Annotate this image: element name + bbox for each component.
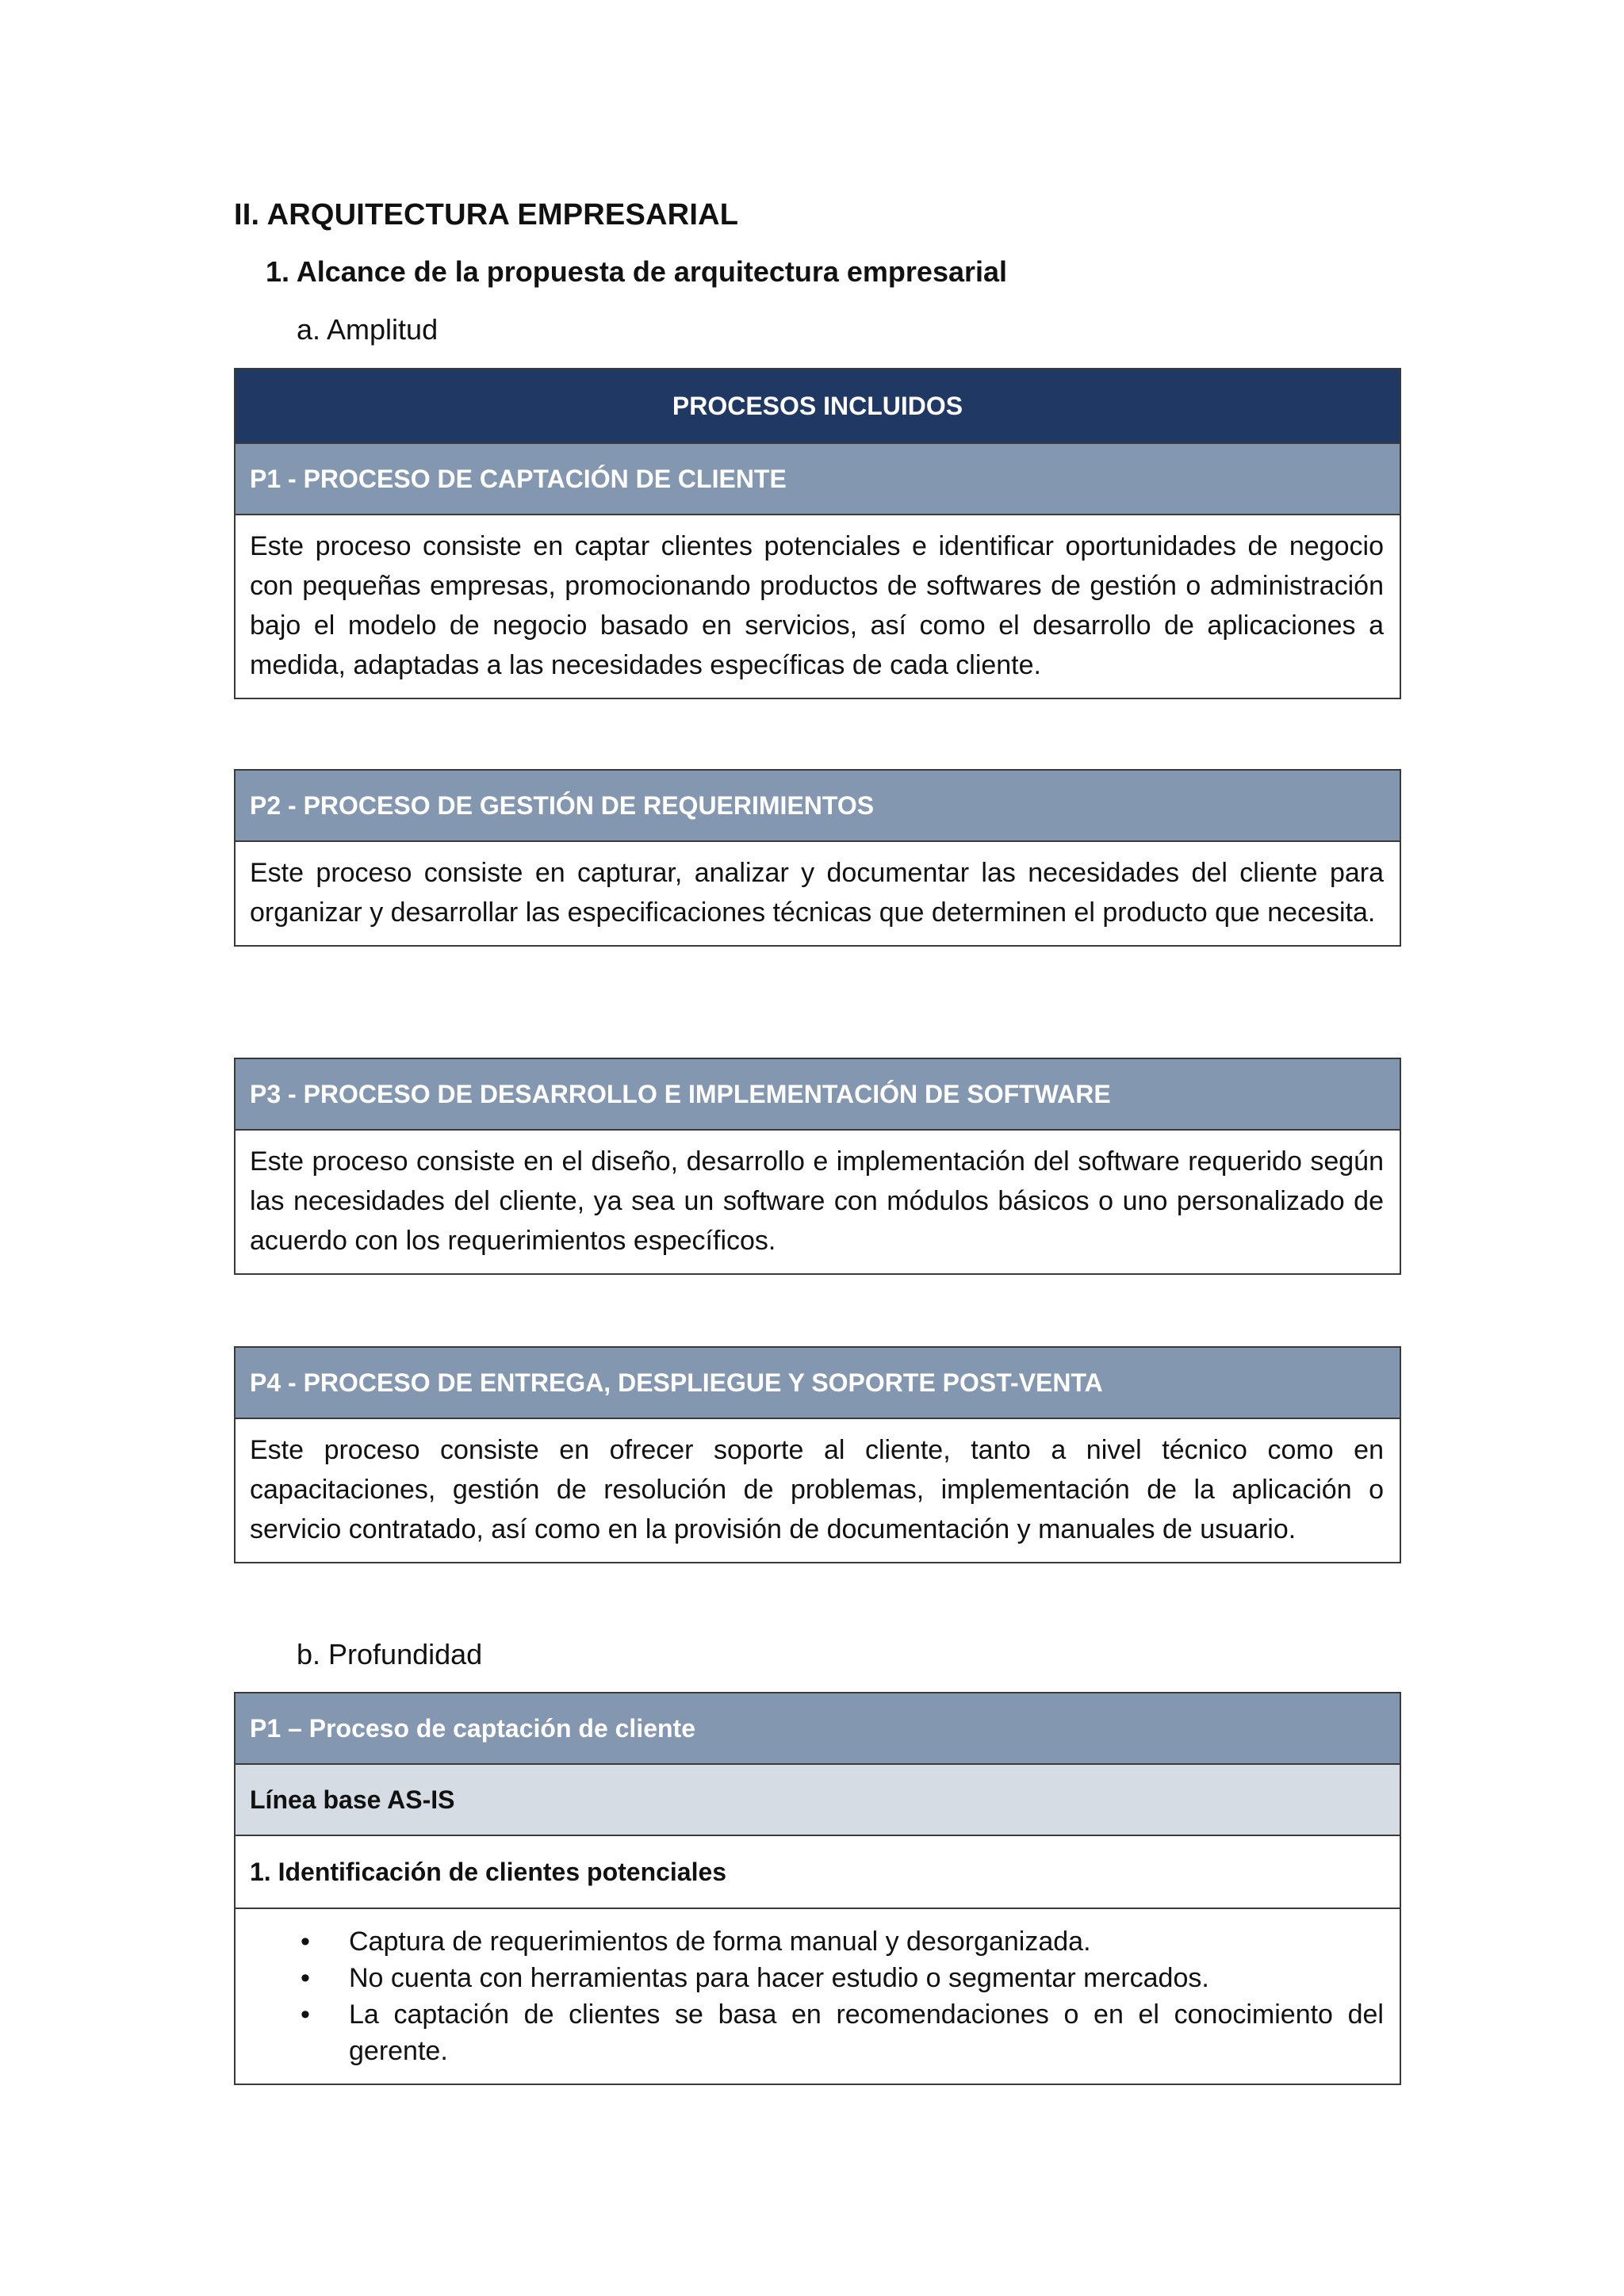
bullet-icon: • [301,1999,310,2030]
baseline-label: Línea base AS-IS [236,1765,1400,1836]
amplitud-title: a. Amplitud [297,313,439,346]
list-item [236,1996,1384,2069]
list-item-text: La captación de clientes se basa en recomendaciones o en el conocimiento del gerente. [349,1999,1384,2066]
process-description: Este proceso consiste en captar clientes potenciales e identificar oportunidades de negocio con pequeñas empresas, promocionando productos de softwares de gestión o administración bajo el modelo de negocio basado en servicios, así como el desarrollo de aplicaciones a medida, adaptadas a las necesidades específicas de cada cliente. [250,531,1384,680]
process-description: Este proceso consiste en capturar, analizar y documentar las necesidades del cliente para organizar y desarrollar las especificaciones técnicas que determinen el producto que necesita. [250,858,1384,928]
process-header: P3 - PROCESO DE DESARROLLO E IMPLEMENTACIÓN DE SOFTWARE [236,1059,1400,1131]
bullet-list [236,1909,1400,2084]
list-item-text: No cuenta con herramientas para hacer estudio o segmentar mercados. [349,1963,1209,1993]
depth-process-header: P1 – Proceso de captación de cliente [236,1693,1400,1765]
process-table-p1 [234,368,1401,699]
process-description: Este proceso consiste en ofrecer soporte al cliente, tanto a nivel técnico como en capacitaciones, gestión de resolución de problemas, implementación de la aplicación o servicio contratado, así como en la provisión de documentación y manuales de usuario. [250,1435,1384,1544]
section-title: II. ARQUITECTURA EMPRESARIAL [234,198,739,232]
processes-banner: PROCESOS INCLUIDOS [236,369,1400,444]
process-description: Este proceso consiste en el diseño, desarrollo e implementación del software requerido según las necesidades del cliente, ya sea un software con módulos básicos o uno personalizado de acuerdo con los requerimientos específicos. [250,1146,1384,1256]
process-header: P2 - PROCESO DE GESTIÓN DE REQUERIMIENTOS [236,771,1400,842]
process-table-p2 [234,769,1401,947]
process-table-p4 [234,1346,1401,1563]
depth-table-p1 [234,1692,1401,2085]
list-item [236,1923,1384,1960]
process-header: P1 - PROCESO DE CAPTACIÓN DE CLIENTE [236,444,1400,515]
list-item-text: Captura de requerimientos de forma manual y desorganizada. [349,1927,1091,1957]
step-title: 1. Identificación de clientes potenciales [236,1836,1400,1909]
process-header: P4 - PROCESO DE ENTREGA, DESPLIEGUE Y SOPORTE POST-VENTA [236,1348,1400,1419]
process-table-p3 [234,1058,1401,1275]
subsection-title: 1. Alcance de la propuesta de arquitectura empresarial [266,255,1008,288]
profundidad-title: b. Profundidad [297,1638,483,1670]
list-item [236,1960,1384,1996]
bullet-icon: • [301,1963,310,1993]
bullet-icon: • [301,1927,310,1957]
